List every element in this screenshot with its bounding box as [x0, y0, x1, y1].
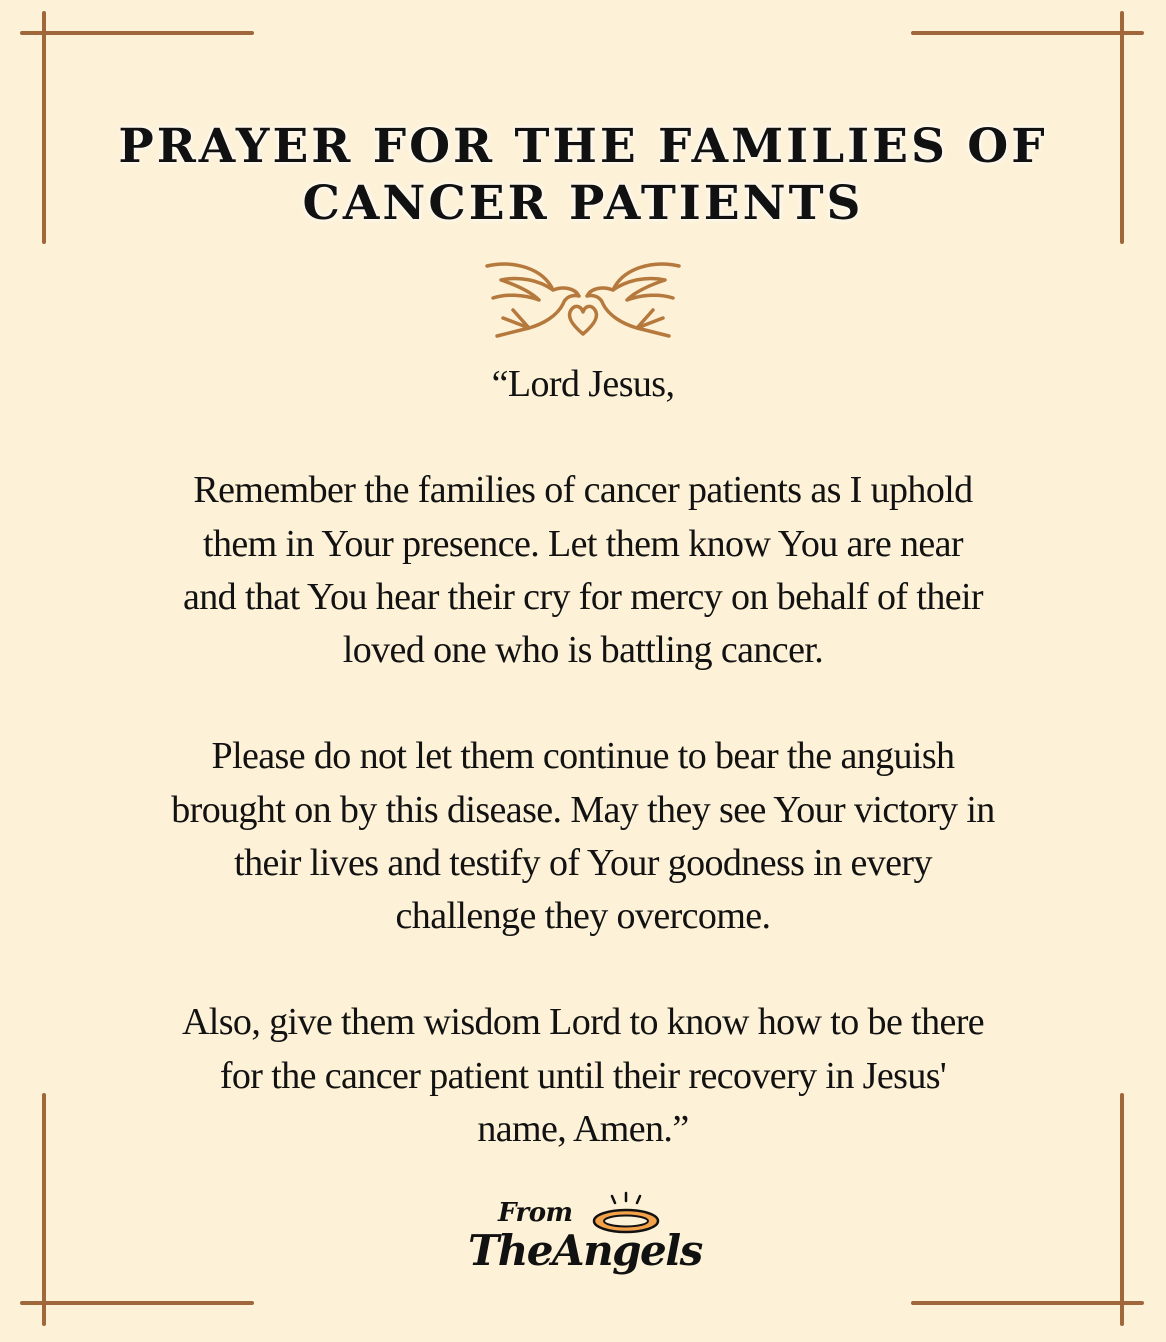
prayer-greeting: “Lord Jesus, — [491, 363, 675, 405]
prayer-paragraph-1 — [83, 464, 1083, 677]
prayer-paragraph-3 — [83, 996, 1083, 1156]
prayer-line: Also, give them wisdom Lord to know how to be there — [181, 1001, 985, 1044]
paragraph-spacer — [83, 411, 1083, 464]
logo-name-text: TheAngels — [468, 1226, 702, 1275]
prayer-line: name, Amen.” — [477, 1107, 689, 1150]
paragraph-spacer — [83, 943, 1083, 996]
doves-heart-icon — [483, 258, 683, 342]
prayer-line: them in Your presence. Let them know You are near — [203, 522, 963, 565]
prayer-line: Remember the families of cancer patients as I uphold — [193, 469, 973, 512]
title-line-2: CANCER PATIENTS — [302, 176, 864, 231]
logo-from-text: From — [498, 1198, 573, 1228]
prayer-paragraph-2 — [83, 730, 1083, 943]
prayer-line: their lives and testify of Your goodness in every — [234, 841, 932, 884]
page-title — [0, 118, 1166, 232]
prayer-line: for the cancer patient until their recovery in Jesus' — [219, 1054, 947, 1097]
prayer-text — [83, 358, 1083, 1156]
from-the-angels-logo — [460, 1190, 710, 1290]
prayer-line: challenge they overcome. — [395, 895, 771, 937]
prayer-line: and that You hear their cry for mercy on behalf of their — [182, 575, 983, 618]
paragraph-spacer — [83, 677, 1083, 730]
prayer-line: Please do not let them continue to bear the anguish — [211, 735, 955, 778]
prayer-line: loved one who is battling cancer. — [342, 629, 824, 671]
title-line-1: PRAYER FOR THE FAMILIES OF — [118, 119, 1048, 174]
prayer-line: brought on by this disease. May they see Your victory in — [171, 788, 995, 831]
